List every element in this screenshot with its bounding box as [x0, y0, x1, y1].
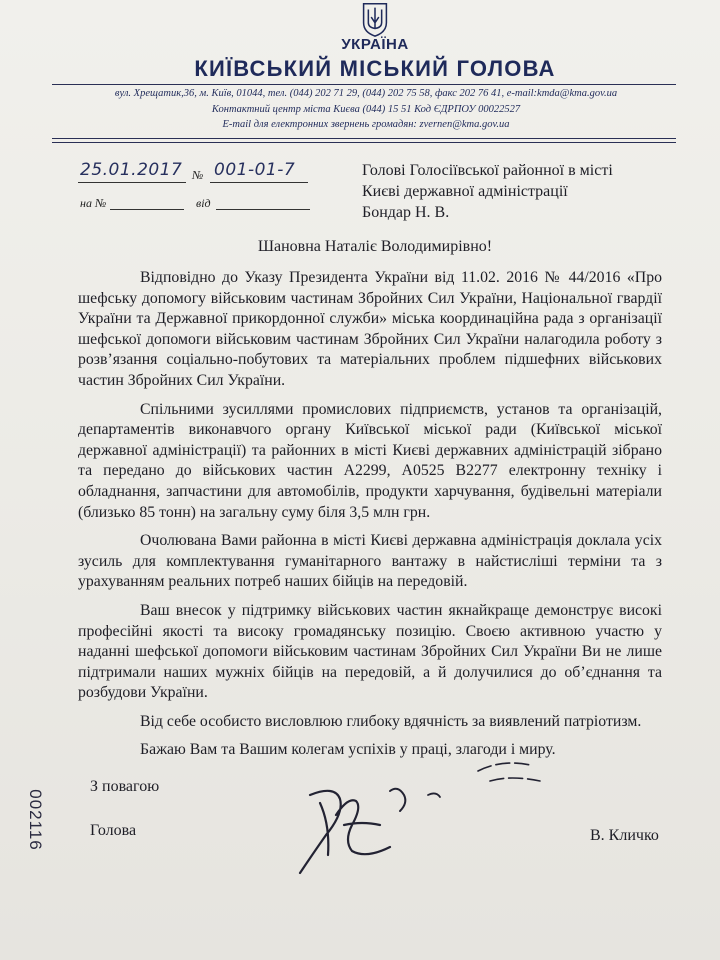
body-paragraph: Бажаю Вам та Вашим колегам успіхів у праці, злагоди і миру. [140, 741, 556, 759]
body-paragraph: Відповідно до Указу Президента України від 11.02. 2016 № 44/2016 «Про шефську допомогу військовим частинам Збройних Сил України, Національної гвардії України та Державної прикордонної служби» міська координаційна рада з організації шефської допомоги військовим частинам Збройних Сил України налагодила роботу з розв’язання соціально-побутових та матеріальних проблем підшефних військових частин Збройних Сил України. [78, 269, 662, 389]
body-paragraph: Очолювана Вами районна в місті Києві державна адміністрація доклала усіх зусиль для комплектування гуманітарного вантажу в найстисліші терміни та з урахуванням реальних потреб наших бійців на передовій. [78, 532, 662, 591]
stamp-number-text: 002116 [26, 789, 45, 851]
reference-label: на № [80, 196, 107, 210]
closing-phrase: З повагою [90, 778, 160, 795]
body-paragraph: Спільними зусиллями промислових підприємств, установ та організацій, департаментів виконавчого органу Київської міської ради (Київської міської державної адміністрації) та районних в місті Києві державних адміністрацій зібрано та передано до військових частин А2299, А0525 В2277 електронну техніку і обладнання, запчастини для автомобілів, продукти харчування, будівельні матеріали (близько 85 тонн) на загальну суму біля 3,5 млн грн. [78, 400, 662, 521]
from-underline [216, 209, 310, 210]
letterhead-contact: Контактний центр міста Києва (044) 15 51 Код ЄДРПОУ 00022527 [211, 104, 521, 115]
body-paragraph: Від себе особисто висловлюю глибоку вдячність за виявлений патріотизм. [140, 712, 642, 730]
registration-date: 25.01.2017 [80, 160, 183, 180]
tryzub-emblem-icon [356, 0, 394, 38]
addressee-line: Києві державної адміністрації [362, 183, 568, 200]
body-paragraph: Ваш внесок у підтримку військових частин якнайкраще демонструє високі професійні якості та високу громадянську позицію. Своєю активною участю у наданні шефської допомоги військовим частинам Збройних Сил України Ви не лише підтримали наших мужніх бійців на передовій, а й долучилися до об’єднання та розбудови України. [78, 601, 662, 702]
from-label: від [196, 196, 211, 210]
addressee-line: Бондар Н. В. [362, 204, 450, 221]
letterhead-email: E-mail для електронних звернень громадян: zvernen@kma.gov.ua [222, 119, 510, 130]
letterhead-rule-bottom [52, 138, 676, 139]
letterhead-address: вул. Хрещатик,36, м. Київ, 01044, тел. (044) 202 71 29, (044) 202 75 58, факс 202 76 41, e-mail:kmda@kma.gov.ua [114, 88, 618, 99]
date-underline [78, 182, 186, 183]
greeting: Шановна Наталіє Володимирівно! [257, 238, 493, 255]
registration-number: 001-01-7 [214, 160, 296, 180]
incoming-stamp-number [14, 776, 54, 866]
letterhead-rule-bottom-thin [52, 142, 676, 143]
letterhead-rule-top [52, 84, 676, 85]
letter-body [78, 268, 662, 761]
signer-name: В. Кличко [590, 827, 659, 844]
number-underline [210, 182, 308, 183]
letterhead-office: КИЇВСЬКИЙ МІСЬКИЙ ГОЛОВА [194, 56, 556, 81]
signer-position: Голова [90, 822, 137, 839]
addressee-line: Голові Голосіївської районної в місті [362, 162, 613, 179]
registration-number-prefix: № [192, 168, 204, 182]
reference-underline [110, 209, 184, 210]
addressee-block [362, 160, 613, 223]
signature-icon [240, 755, 560, 885]
letterhead-country: УКРАЇНА [341, 36, 409, 53]
